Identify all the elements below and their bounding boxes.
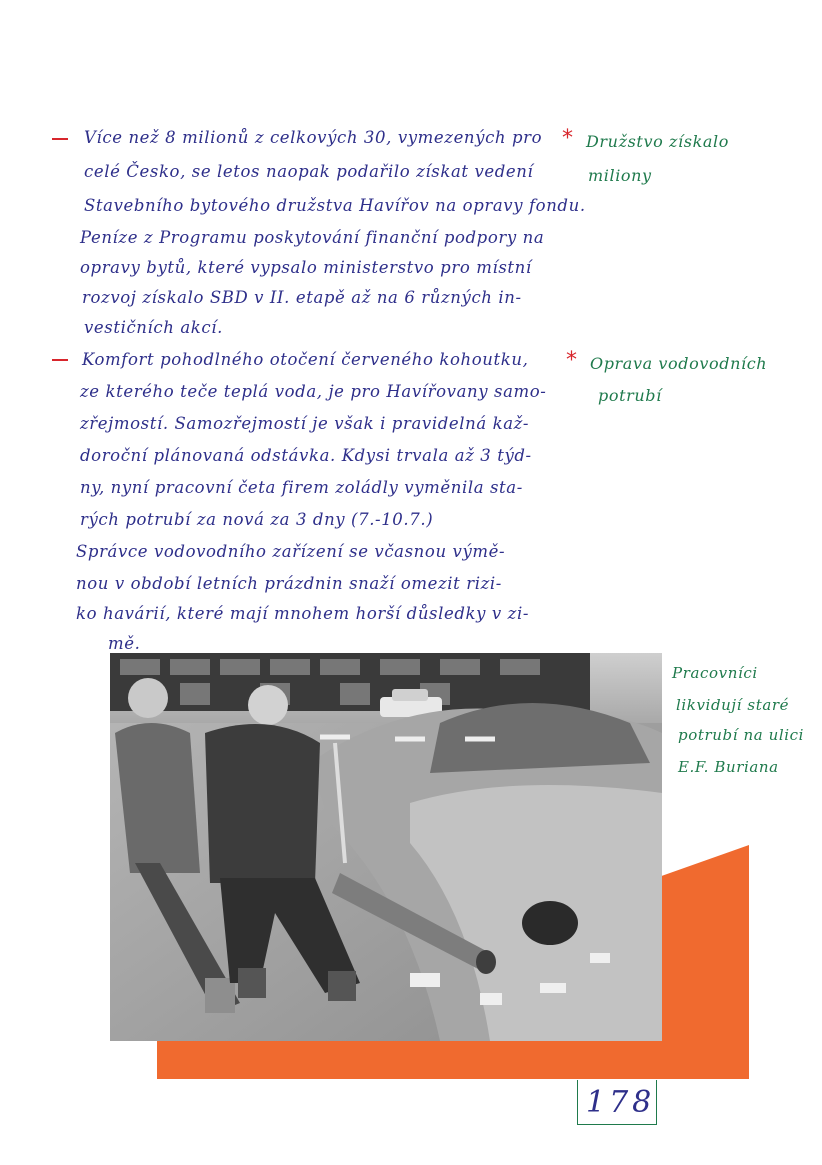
text-line: mě. [108,634,141,653]
text-line: celé Česko, se letos naopak podařilo získat vedení [84,162,534,181]
photo-caption-line: Pracovníci [672,664,758,682]
text-line: Více než 8 milionů z celkových 30, vymezených pro [84,128,543,147]
orange-decor-strip [157,1035,749,1079]
margin-note-1-line1: Družstvo získalo [586,132,729,151]
margin-note-2-line1: Oprava vodovodních [590,354,768,373]
margin-note-1-line2: miliony [588,166,652,185]
text-line: Stavebního bytového družstva Havířov na opravy fondu. [84,196,586,215]
red-asterisk-icon: * [562,126,573,151]
text-line: Peníze z Programu poskytování finanční podpory na [80,228,545,247]
text-line: opravy bytů, které vypsalo ministerstvo pro místní [80,258,532,277]
photo-caption-line: likvidují staré [676,696,790,714]
text-line: Komfort pohodlného otočení červeného kohoutku, [82,350,529,369]
red-asterisk-icon: * [566,348,577,373]
text-line: rozvoj získalo SBD v II. etapě až na 6 různých in- [82,288,522,307]
margin-note-2-line2: potrubí [598,386,662,405]
page-number: 178 [586,1085,656,1120]
text-line: nou v období letních prázdnin snaží omezit rizi- [76,574,502,593]
red-dash-icon [52,138,68,140]
text-line: Správce vodovodního zařízení se včasnou výmě- [76,542,506,561]
text-line: ko havárií, které mají mnohem horší důsledky v zi- [76,604,530,623]
text-line: ze kterého teče teplá voda, je pro Havířovany samo- [80,382,547,401]
photo-workers-pipe [110,653,662,1041]
red-dash-icon [52,359,68,361]
photo-caption-line: potrubí na ulici [678,726,805,744]
text-line: zřejmostí. Samozřejmostí je však i pravidelná kaž- [80,414,530,433]
text-line: rých potrubí za nová za 3 dny (7.-10.7.) [80,510,434,529]
text-line: ny, nyní pracovní četa firem zoládly vyměnila sta- [80,478,523,497]
text-line: vestičních akcí. [84,318,223,337]
text-line: doroční plánovaná odstávka. Kdysi trvala až 3 týd- [80,446,532,465]
photo-caption-line: E.F. Buriana [678,758,779,776]
